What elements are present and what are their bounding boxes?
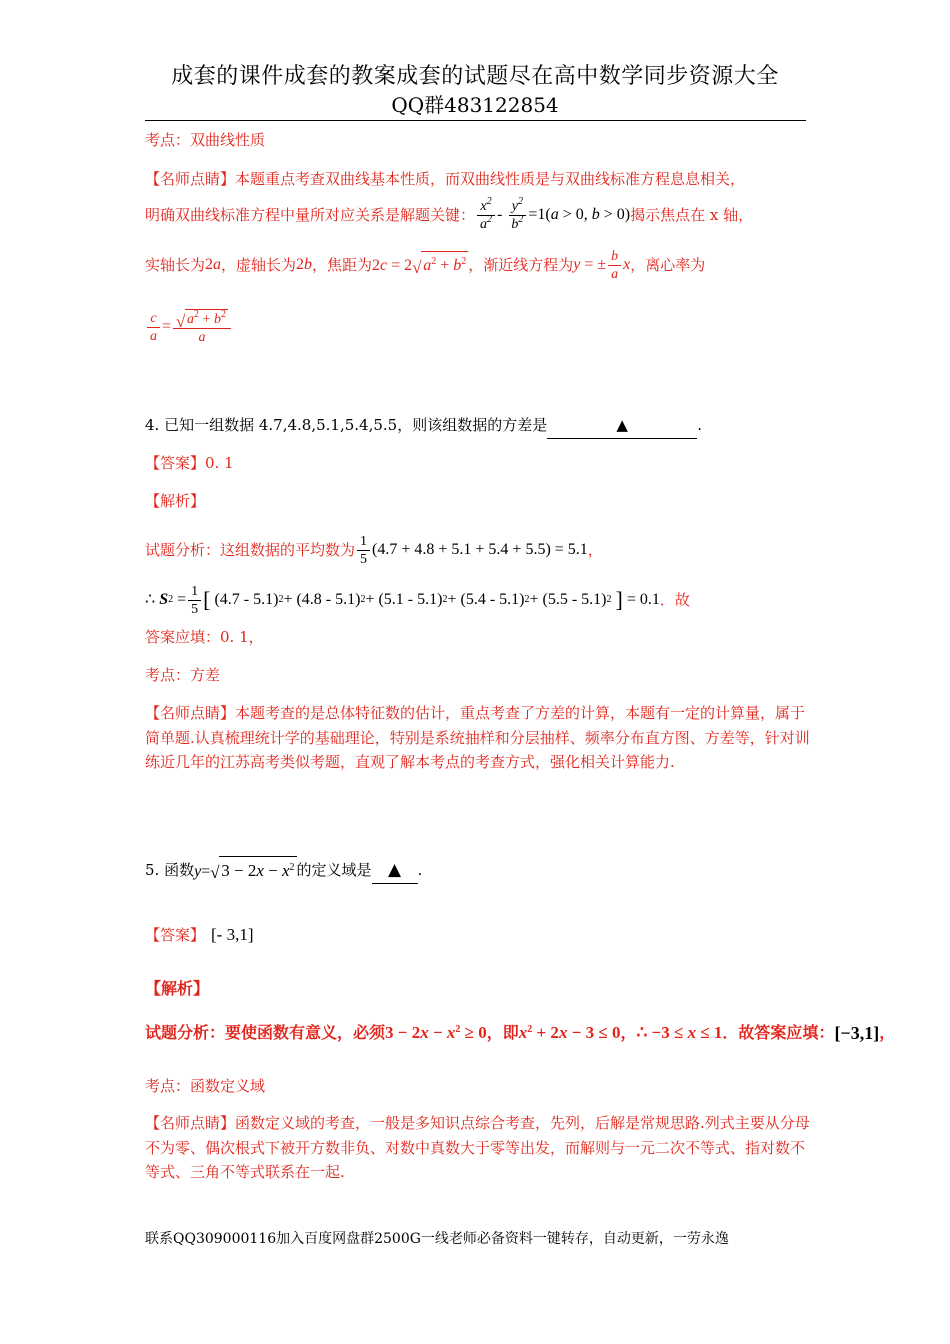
q3-note-line2 bbox=[145, 195, 810, 235]
q5-jiexi bbox=[145, 976, 810, 1002]
q5-note bbox=[145, 1111, 810, 1185]
variance-formula: ∴ S 2 = $\frac{1}{5}$ [ (4.7 - 5.1) 2 + (4.8 - 5.1) 2 + (5.1 - 5.1) 2 + (5.4 - 5.1) 2 + (5.5 - 5.1) 2 ] = 0.1 bbox=[145, 583, 660, 617]
q4-note bbox=[145, 701, 810, 775]
q5-analysis bbox=[145, 1016, 935, 1050]
q4-analysis-line2 bbox=[145, 578, 810, 622]
q4-stem-end: . bbox=[697, 416, 702, 434]
q5-ineq1: $3 - 2x - x^2 \ge 0$ bbox=[385, 1023, 487, 1042]
q3-note-text3e: ，离心率为 bbox=[630, 256, 706, 274]
header-qq-group: QQ群483122854 bbox=[391, 93, 559, 117]
q3-note-line3 bbox=[145, 245, 810, 285]
asymptote-math: y = ± $\frac{b}{a}$ x bbox=[573, 248, 631, 282]
q5-stem-b: 的定义域是 bbox=[296, 861, 372, 879]
page-footer: 联系QQ309000116加入百度网盘群2500G一线老师必备资料一键转存，自动更新，一劳永逸 bbox=[145, 1231, 729, 1247]
q4-answer-value: 0. 1 bbox=[205, 454, 234, 472]
q5-an-a: 试题分析：要使函数有意义，必须 bbox=[145, 1023, 386, 1042]
q5-function-math: y= √ $3 - 2x - x^2$ bbox=[194, 856, 296, 885]
q5-an-c: ， bbox=[620, 1023, 637, 1042]
q3-kaodian: 考点：双曲线性质 bbox=[145, 131, 266, 149]
q5-stem bbox=[145, 848, 810, 892]
mean-expression: (4.7 + 4.8 + 5.1 + 5.4 + 5.5) = 5.1 bbox=[372, 541, 588, 558]
q5-answer bbox=[145, 918, 810, 952]
q4-an2-tail: ．故 bbox=[659, 591, 690, 609]
q4-kaodian: 考点：方差 bbox=[145, 666, 221, 684]
q3-note-text3a: 实轴长为 bbox=[145, 256, 206, 274]
q3-note-text3b: ，虚轴长为 bbox=[221, 256, 297, 274]
q5-kaodian: 考点：函数定义域 bbox=[145, 1077, 266, 1095]
q5-an-d: ．故答案应填： bbox=[722, 1023, 835, 1042]
q4-jiexi: 【解析】 bbox=[145, 492, 206, 510]
q3-note-line1 bbox=[145, 166, 810, 192]
q4-note-tag: 【名师点睛】 bbox=[145, 704, 236, 722]
q5-note-tag: 【名师点睛】 bbox=[145, 1114, 236, 1132]
q5-stem-end: . bbox=[417, 861, 423, 879]
mean-formula: $\frac{1}{5}$ (4.7 + 4.8 + 5.1 + 5.4 + 5.5) = 5.1 bbox=[355, 533, 588, 568]
header-rule bbox=[145, 120, 806, 121]
q5-stem-a: 5. 函数 bbox=[145, 861, 195, 879]
q5-note-text: 函数定义域的考查，一般是多知识点综合考查，先列，后解是常规思路.列式主要从分母不为零、偶次根式下被开方数非负、对数中真数大于零等出发，而解则与一元二次不等式、指对数不等式、三角不等式联系在一起. bbox=[145, 1114, 810, 1181]
focal-distance-math: 2c = 2 √ $a^2 + b^2$ bbox=[372, 251, 468, 279]
q5-answer-value: [- 3,1] bbox=[211, 925, 254, 944]
q3-note-text1: 本题重点考查双曲线基本性质，而双曲线性质是与双曲线标准方程息息相关， bbox=[235, 170, 746, 188]
q3-note-text3d: ，渐近线方程为 bbox=[468, 256, 574, 274]
q4-analysis-line1: 试题分析：这组数据的平均数为 $\frac{1}{5}$ (4.7 + 4.8 + 5.1 + 5.4 + 5.5) = 5.1 ， bbox=[145, 533, 603, 567]
q4-an1-text: 试题分析：这组数据的平均数为 bbox=[145, 541, 356, 559]
q5-final-interval: [−3,1] bbox=[834, 1023, 880, 1043]
q5-an-e: ， bbox=[879, 1023, 896, 1042]
q3-note-text2a: 明确双曲线标准方程中量所对应关系是解题关键： bbox=[145, 206, 476, 224]
q4-answer bbox=[145, 450, 810, 476]
q4-answer-tag: 【答案】 bbox=[145, 454, 206, 472]
q4-an3: 答案应填：0. 1， bbox=[145, 628, 264, 646]
header-title: 成套的课件成套的教案成套的试题尽在高中数学同步资源大全 bbox=[171, 64, 779, 89]
page-header bbox=[145, 62, 805, 118]
q4-stem-text: 4. 已知一组数据 4.7,4.8,5.1,5.4,5.5，则该组数据的方差是 bbox=[145, 416, 548, 434]
q5-answer-blank: ▲ bbox=[372, 857, 418, 884]
q5-jiexi-text: 【解析】 bbox=[145, 979, 210, 998]
q5-ineq2: $x^2 + 2x - 3 \le 0$ bbox=[518, 1023, 621, 1042]
hyperbola-equation: $\frac{x^2}{a^2}$ - $\frac{y^2}{b^2}$ =1(a > 0, b > 0) bbox=[475, 198, 630, 233]
q5-answer-tag: 【答案】 bbox=[145, 926, 206, 944]
eccentricity-math: $\frac{c}{a}$ = √ $a^2 + b^2$ a bbox=[145, 302, 810, 352]
q3-note-text2b: 揭示焦点在 x 轴， bbox=[630, 206, 754, 224]
q4-note-text: 本题考查的是总体特征数的估计，重点考查了方差的计算，本题有一定的计算量，属于简单题.认真梳理统计学的基础理论，特别是系统抽样和分层抽样、频率分布直方图、方差等，针对训练近几年的江苏高考类似考题，直观了解本考点的考查方式，强化相关计算能力. bbox=[145, 704, 810, 771]
real-axis-math: 2a bbox=[205, 256, 222, 273]
q4-answer-blank: ▲ bbox=[547, 412, 697, 439]
q4-stem bbox=[145, 412, 810, 439]
q5-ineq3: ∴ −3 ≤ x ≤ 1 bbox=[636, 1023, 723, 1042]
q3-note-text3c: ，焦距为 bbox=[312, 256, 373, 274]
q5-an-b: ，即 bbox=[486, 1023, 519, 1042]
q3-note-tag: 【名师点睛】 bbox=[145, 170, 236, 188]
imag-axis-math: 2b bbox=[296, 256, 313, 273]
